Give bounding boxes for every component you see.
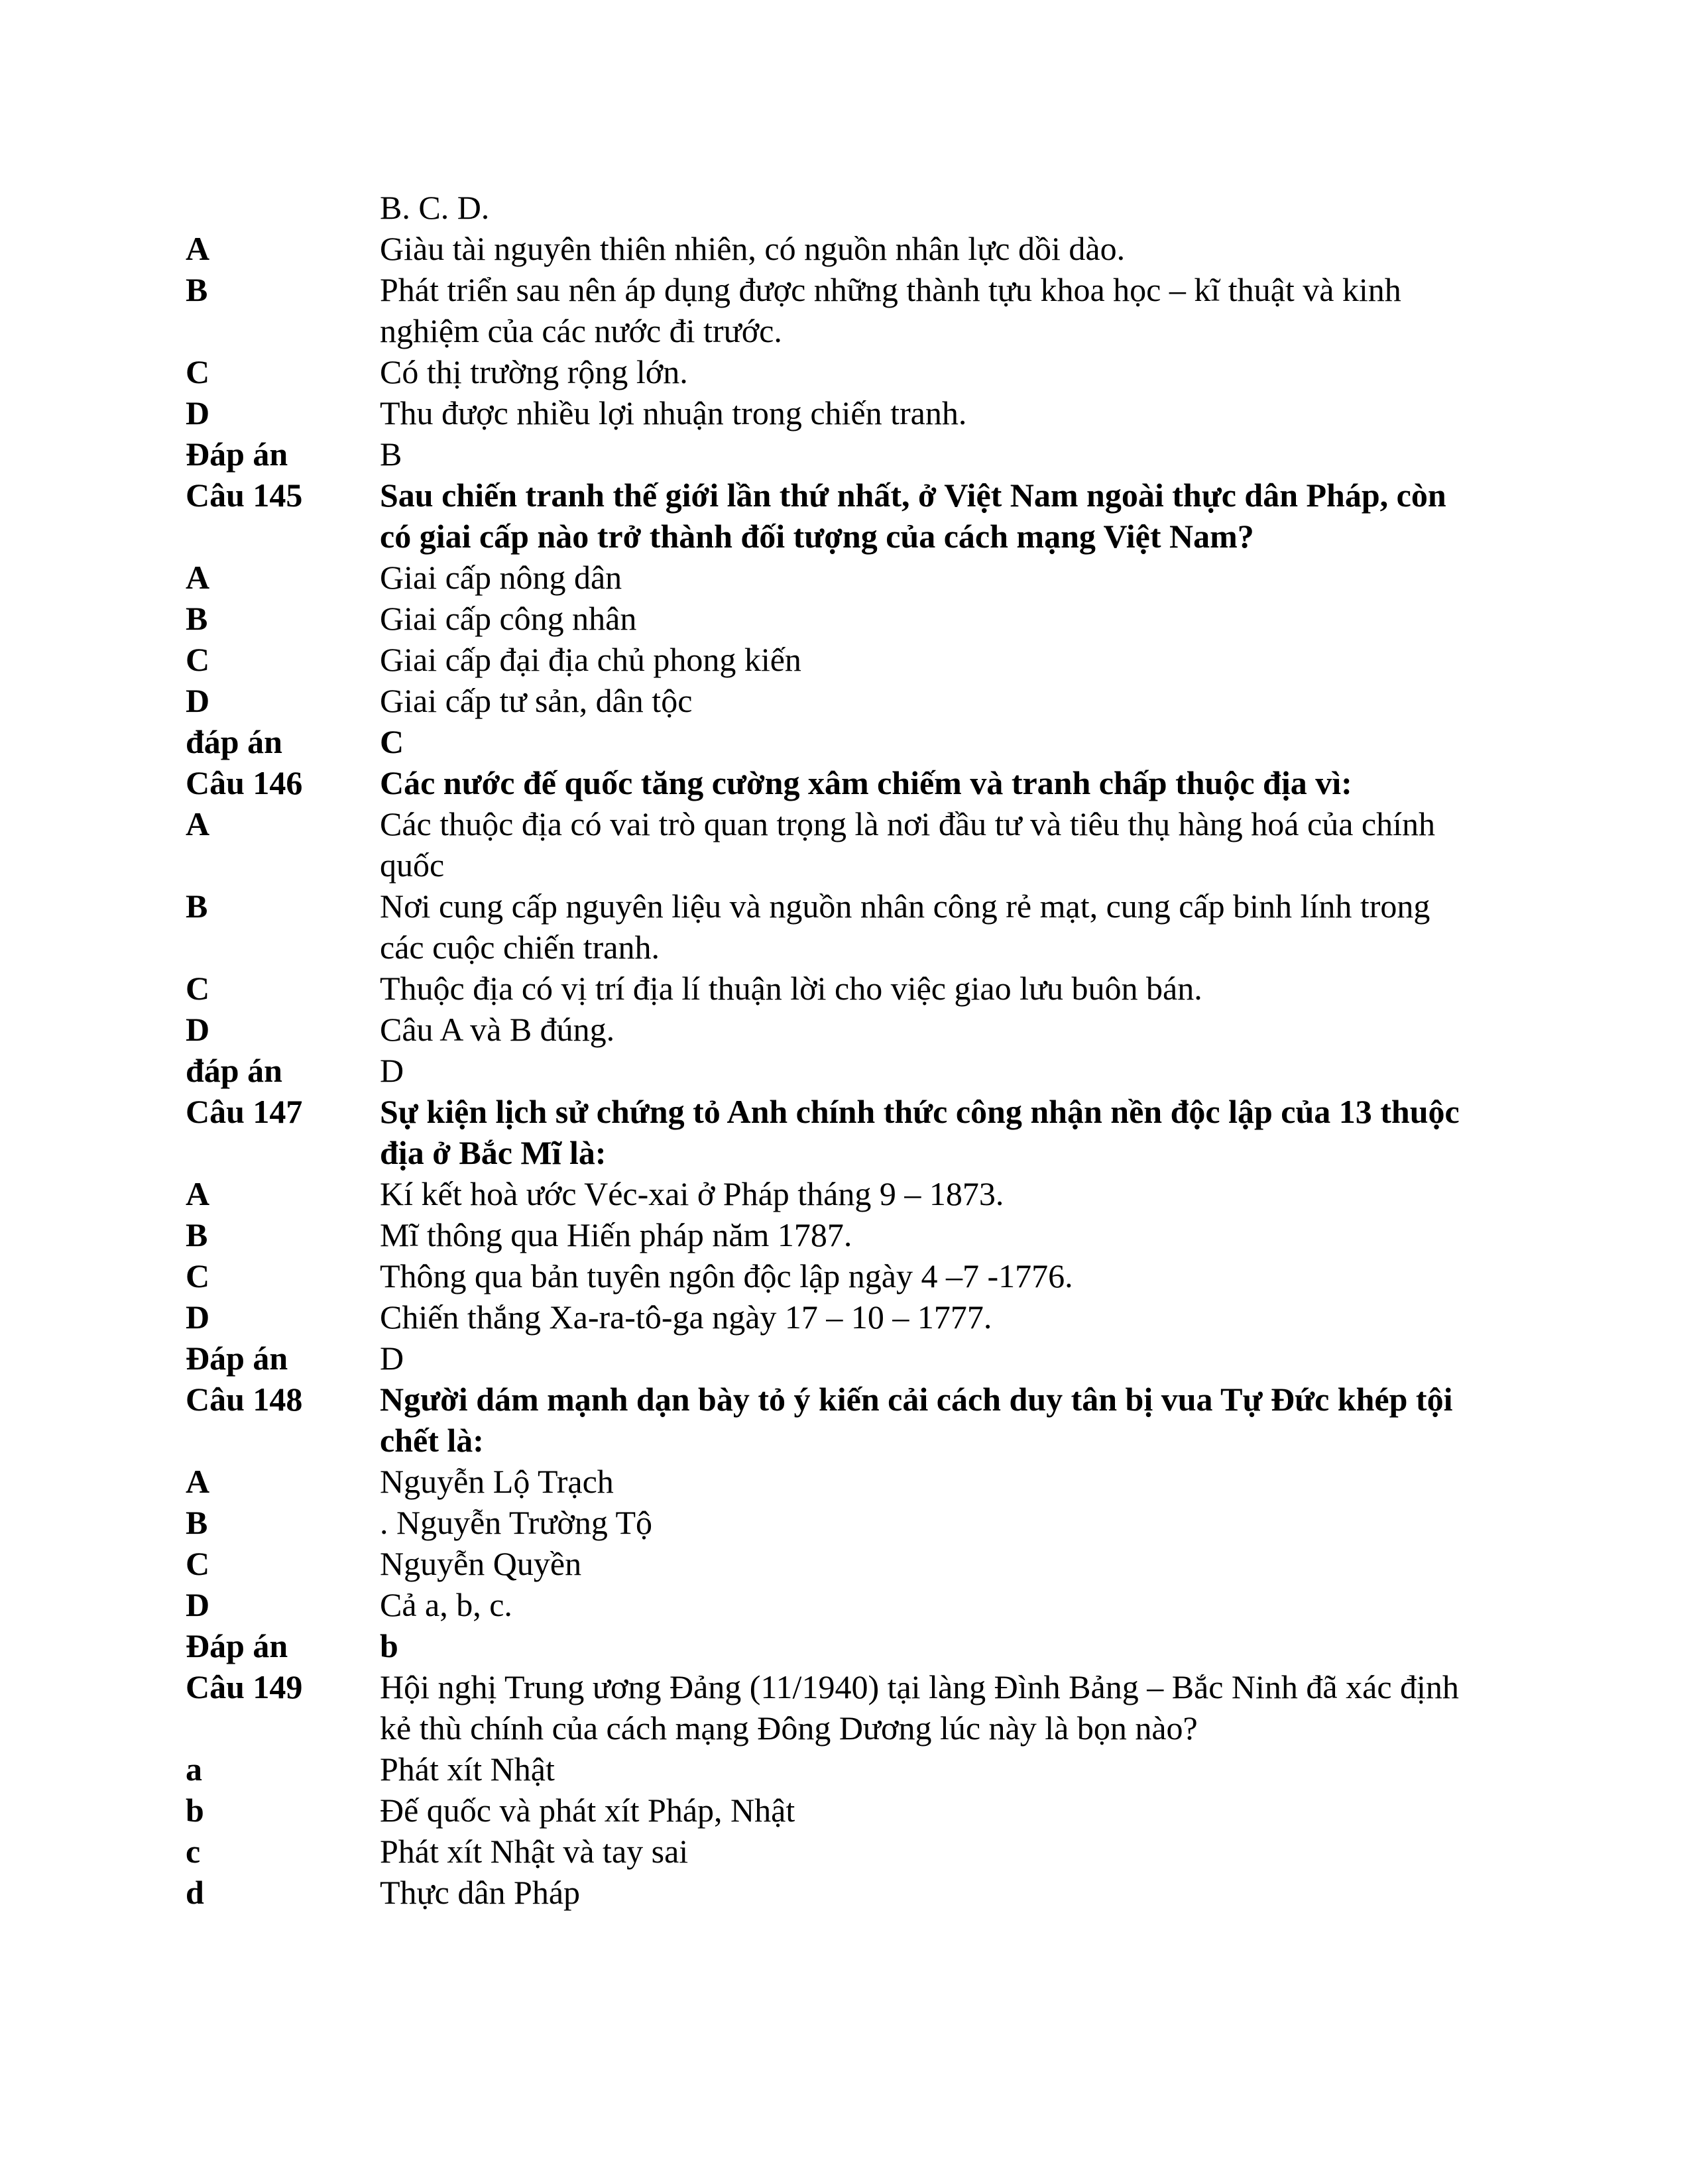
option-row: [186, 1502, 1485, 1543]
row-text: Kí kết hoà ước Véc-xai ở Pháp tháng 9 – 1873.: [380, 1175, 1004, 1212]
row-text: b: [380, 1627, 398, 1664]
option-row: [186, 1173, 1485, 1214]
option-row: [186, 598, 1485, 639]
row-text: Nguyễn Quyền: [380, 1545, 582, 1582]
row-label: C: [186, 1257, 210, 1294]
row-label: B: [186, 271, 208, 308]
option-row: [186, 1255, 1485, 1296]
row-text: Hội nghị Trung ương Đảng (11/1940) tại làng Đình Bảng – Bắc Ninh đã xác định kẻ thù chính của cách mạng Đông Dương lúc này là bọn nào?: [380, 1668, 1468, 1747]
row-text: Các nước đế quốc tăng cường xâm chiếm và tranh chấp thuộc địa vì:: [380, 764, 1352, 801]
option-row: [186, 968, 1485, 1009]
question-row: [186, 762, 1485, 803]
row-label: A: [186, 559, 210, 596]
row-text: Giàu tài nguyên thiên nhiên, có nguồn nhân lực dồi dào.: [380, 230, 1126, 267]
question-row: [186, 1666, 1485, 1749]
row-text: Phát xít Nhật và tay sai: [380, 1833, 689, 1870]
option-row: [186, 351, 1485, 392]
row-label: b: [186, 1792, 204, 1829]
row-text: Phát triển sau nên áp dụng được những thành tựu khoa học – kĩ thuật và kinh nghiệm của các nước đi trước.: [380, 271, 1410, 349]
row-text: Giai cấp nông dân: [380, 559, 622, 596]
row-text: B. C. D.: [380, 189, 490, 226]
row-text: Mĩ thông qua Hiến pháp năm 1787.: [380, 1216, 852, 1253]
option-row: [186, 1831, 1485, 1872]
row-text: Thuộc địa có vị trí địa lí thuận lời cho việc giao lưu buôn bán.: [380, 970, 1202, 1007]
row-label: D: [186, 1586, 210, 1623]
row-label: B: [186, 888, 208, 925]
option-row: [186, 187, 1485, 228]
answer-row: [186, 1338, 1485, 1379]
option-row: [186, 1872, 1485, 1913]
question-row: [186, 475, 1485, 557]
answer-row: [186, 433, 1485, 475]
row-text: Giai cấp đại địa chủ phong kiến: [380, 641, 801, 678]
row-text: Cả a, b, c.: [380, 1586, 512, 1623]
row-label: Câu 149: [186, 1668, 303, 1705]
row-label: c: [186, 1833, 201, 1870]
row-label: Câu 147: [186, 1093, 303, 1130]
row-text: B: [380, 435, 402, 473]
row-label: C: [186, 641, 210, 678]
question-row: [186, 1379, 1485, 1461]
row-text: Chiến thắng Xa-ra-tô-ga ngày 17 – 10 – 1777.: [380, 1298, 992, 1336]
row-label: B: [186, 1216, 208, 1253]
row-label: D: [186, 682, 210, 719]
option-row: [186, 1543, 1485, 1584]
answer-row: [186, 1050, 1485, 1091]
row-text: Sự kiện lịch sử chứng tỏ Anh chính thức công nhận nền độc lập của 13 thuộc địa ở Bắc Mĩ là:: [380, 1093, 1468, 1171]
option-row: [186, 392, 1485, 433]
option-row: [186, 269, 1485, 351]
row-label: Đáp án: [186, 1627, 288, 1664]
row-label: d: [186, 1874, 204, 1911]
row-text: Đế quốc và phát xít Pháp, Nhật: [380, 1792, 795, 1829]
row-text: C: [380, 723, 404, 760]
row-text: Thông qua bản tuyên ngôn độc lập ngày 4 –7 -1776.: [380, 1257, 1073, 1294]
option-row: [186, 886, 1485, 968]
row-text: Phát xít Nhật: [380, 1751, 555, 1788]
row-label: đáp án: [186, 1052, 282, 1089]
option-row: [186, 1009, 1485, 1050]
option-row: [186, 1461, 1485, 1502]
row-label: B: [186, 600, 208, 637]
row-label: A: [186, 805, 210, 842]
answer-row: [186, 721, 1485, 762]
option-row: [186, 680, 1485, 721]
option-row: [186, 1584, 1485, 1625]
row-label: D: [186, 394, 210, 431]
option-row: [186, 1214, 1485, 1255]
row-text: Giai cấp tư sản, dân tộc: [380, 682, 693, 719]
answer-row: [186, 1625, 1485, 1666]
option-row: [186, 1790, 1485, 1831]
row-text: D: [380, 1052, 404, 1089]
row-text: Giai cấp công nhân: [380, 600, 637, 637]
row-label: C: [186, 1545, 210, 1582]
row-text: Có thị trường rộng lớn.: [380, 353, 688, 390]
row-label: D: [186, 1298, 210, 1336]
option-row: [186, 803, 1485, 886]
row-label: Đáp án: [186, 1340, 288, 1377]
option-row: [186, 1296, 1485, 1338]
row-label: Câu 148: [186, 1381, 303, 1418]
row-text: Sau chiến tranh thế giới lần thứ nhất, ở Việt Nam ngoài thực dân Pháp, còn có giai cấp nào trở thành đối tượng của cách mạng Việt Nam?: [380, 477, 1455, 555]
question-row: [186, 1091, 1485, 1173]
row-text: . Nguyễn Trường Tộ: [380, 1504, 653, 1541]
row-text: Thực dân Pháp: [380, 1874, 581, 1911]
row-label: Câu 145: [186, 477, 303, 514]
row-text: Người dám mạnh dạn bày tỏ ý kiến cải cách duy tân bị vua Tự Đức khép tội chết là:: [380, 1381, 1461, 1459]
row-label: A: [186, 1175, 210, 1212]
row-label: C: [186, 970, 210, 1007]
question-document: [186, 187, 1485, 1913]
row-text: Câu A và B đúng.: [380, 1011, 615, 1048]
row-text: Thu được nhiều lợi nhuận trong chiến tranh.: [380, 394, 967, 431]
option-row: [186, 228, 1485, 269]
option-row: [186, 557, 1485, 598]
row-label: Đáp án: [186, 435, 288, 473]
row-text: Nơi cung cấp nguyên liệu và nguồn nhân công rẻ mạt, cung cấp binh lính trong các cuộc chiến tranh.: [380, 888, 1438, 966]
row-text: Nguyễn Lộ Trạch: [380, 1463, 614, 1500]
row-text: D: [380, 1340, 404, 1377]
option-row: [186, 639, 1485, 680]
option-row: [186, 1749, 1485, 1790]
row-label: C: [186, 353, 210, 390]
row-label: A: [186, 1463, 210, 1500]
row-label: đáp án: [186, 723, 282, 760]
row-text: Các thuộc địa có vai trò quan trọng là nơi đầu tư và tiêu thụ hàng hoá của chính quốc: [380, 805, 1444, 884]
row-label: D: [186, 1011, 210, 1048]
row-label: A: [186, 230, 210, 267]
row-label: Câu 146: [186, 764, 303, 801]
row-label: B: [186, 1504, 208, 1541]
row-label: a: [186, 1751, 202, 1788]
